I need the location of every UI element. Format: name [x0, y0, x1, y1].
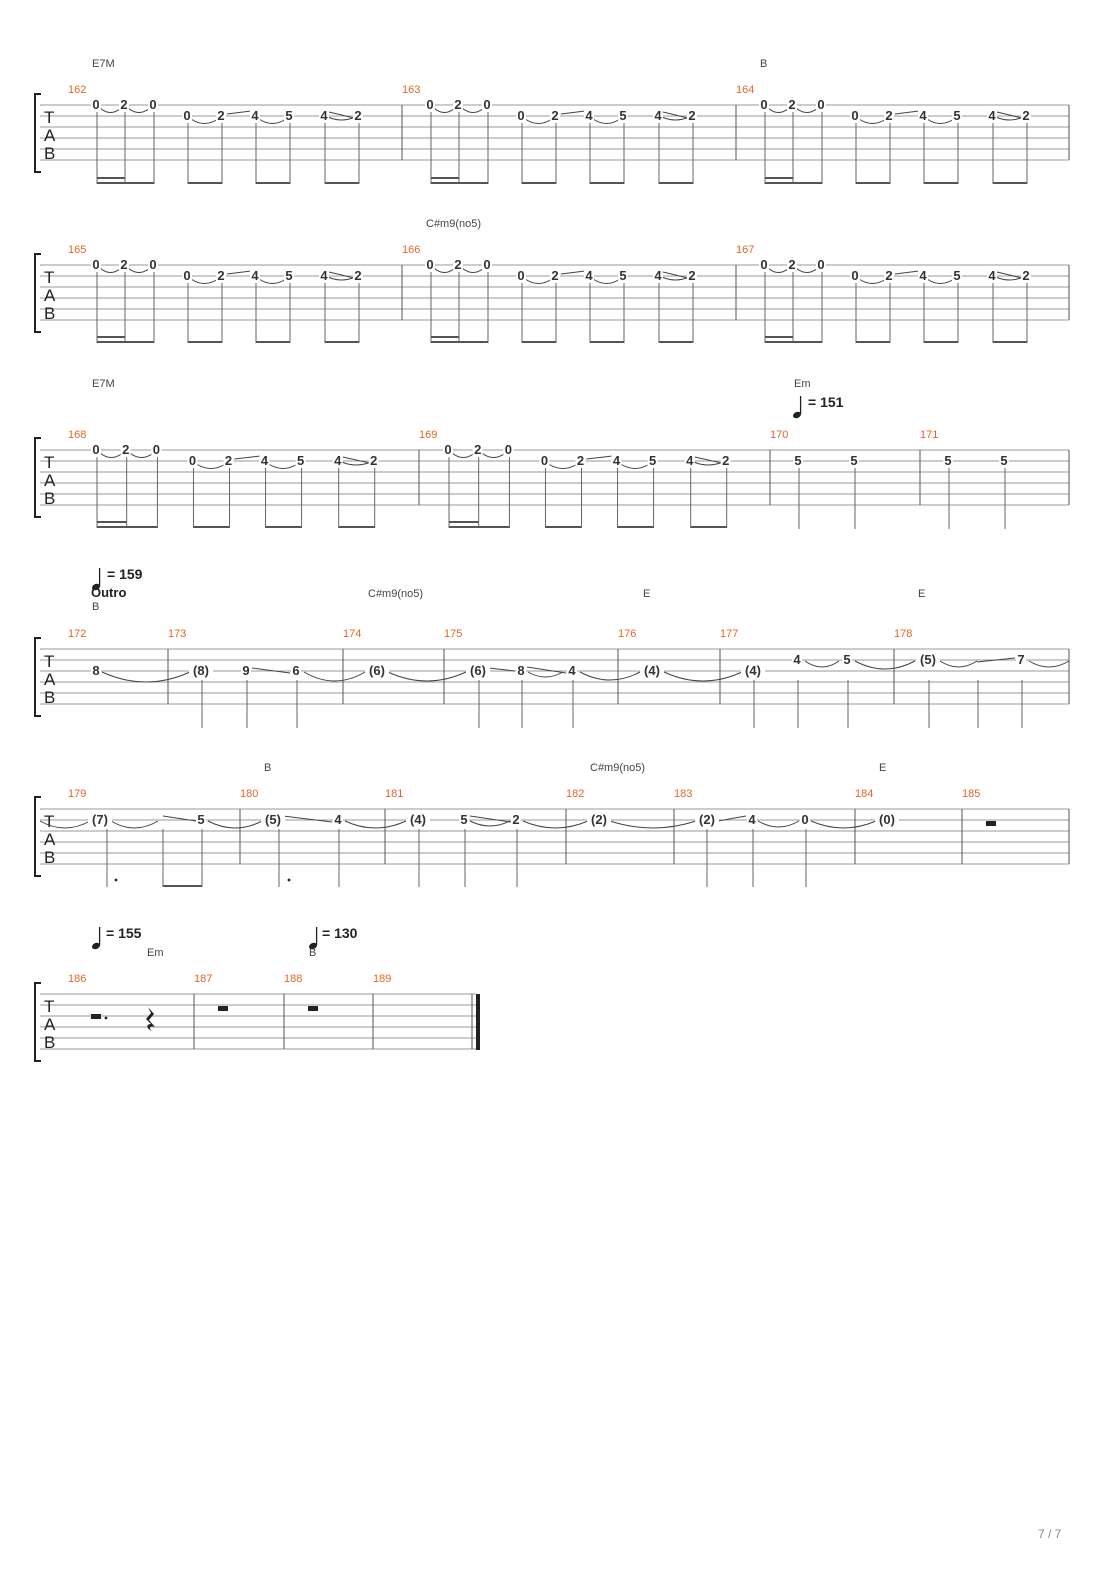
fret-number: 0 — [188, 453, 197, 468]
fret-number: 2 — [217, 268, 225, 283]
fret-number: 4 — [988, 268, 996, 283]
tie-arc — [758, 821, 799, 827]
fret-number: 2 — [1022, 268, 1030, 283]
tie-arc — [259, 119, 286, 124]
tempo-marking: = 155 — [106, 925, 142, 941]
slide-line — [895, 271, 919, 274]
measure-number: 172 — [68, 628, 87, 640]
fret-number: 5 — [296, 453, 305, 468]
fret-number: (7) — [92, 812, 108, 827]
fret-number: 5 — [794, 453, 802, 468]
tie-arc — [621, 464, 650, 469]
measure-number: 176 — [618, 628, 637, 640]
tie-arc — [100, 268, 121, 273]
slide-line — [235, 456, 261, 459]
measure-number: 188 — [284, 973, 303, 985]
rest-icon — [986, 821, 996, 826]
tab-letter-t: T — [44, 268, 55, 287]
slide-line — [587, 456, 613, 459]
fret-number: 5 — [285, 268, 293, 283]
fret-number: 7 — [1017, 652, 1025, 667]
tie-arc — [580, 672, 640, 680]
measure-number: 174 — [343, 628, 362, 640]
slide-line — [227, 271, 251, 274]
chord-label: E — [879, 762, 887, 774]
rest-icon — [218, 1006, 228, 1011]
tie-arc — [196, 464, 225, 469]
tempo-marking: = 159 — [107, 566, 143, 582]
tie-arc — [927, 279, 954, 284]
fret-number: 0 — [183, 268, 191, 283]
tie-arc — [548, 464, 577, 469]
tie-arc — [940, 661, 977, 667]
tab-letter-a: A — [44, 1015, 56, 1034]
slide-line — [329, 112, 354, 118]
fret-number: 0 — [426, 97, 434, 112]
fret-number: 0 — [92, 97, 100, 112]
tab-letter-a: A — [44, 126, 56, 145]
slide-line — [283, 816, 332, 822]
tie-arc — [593, 279, 620, 284]
tie-arc — [388, 672, 466, 681]
fret-number: 0 — [149, 257, 157, 272]
fret-number: 4 — [585, 268, 593, 283]
measure-number: 189 — [373, 973, 392, 985]
fret-number: 0 — [817, 257, 825, 272]
fret-number: (4) — [644, 663, 660, 678]
chord-label: E7M — [92, 58, 115, 70]
measure-number: 166 — [402, 244, 421, 256]
fret-number: 6 — [292, 663, 300, 678]
fret-number: 5 — [850, 453, 858, 468]
tab-letter-b: B — [44, 304, 56, 323]
fret-number: 2 — [722, 453, 730, 468]
tab-letter-a: A — [44, 830, 56, 849]
fret-number: 4 — [320, 108, 328, 123]
dot-icon — [288, 879, 291, 882]
tie-arc — [805, 661, 839, 667]
fret-number: 0 — [504, 442, 513, 457]
fret-number: 5 — [285, 108, 293, 123]
fret-number: 2 — [224, 453, 233, 468]
fret-number: 0 — [540, 453, 549, 468]
fret-number: 2 — [788, 257, 796, 272]
chord-label: Em — [147, 947, 164, 959]
fret-number: 0 — [517, 268, 525, 283]
fret-number: 2 — [576, 453, 585, 468]
fret-number: 5 — [1000, 453, 1008, 468]
fret-number: 2 — [474, 442, 482, 457]
fret-number: (5) — [920, 652, 936, 667]
measure-number: 169 — [419, 429, 438, 441]
fret-number: 4 — [654, 108, 662, 123]
tie-arc — [593, 119, 620, 124]
measure-number: 187 — [194, 973, 213, 985]
measure-number: 182 — [566, 788, 585, 800]
fret-number: 5 — [619, 268, 627, 283]
fret-number: 2 — [454, 257, 462, 272]
tempo-marking: = 151 — [808, 394, 844, 410]
fret-number: (4) — [745, 663, 761, 678]
fret-number: 2 — [885, 108, 893, 123]
tie-arc — [525, 119, 552, 124]
tab-letter-b: B — [44, 489, 56, 508]
fret-number: (8) — [193, 663, 209, 678]
fret-number: 4 — [686, 453, 694, 468]
fret-number: 0 — [92, 442, 100, 457]
fret-number: 4 — [251, 268, 259, 283]
tie-arc — [768, 268, 789, 273]
fret-number: 5 — [953, 108, 961, 123]
fret-number: 5 — [953, 268, 961, 283]
tie-arc — [269, 464, 298, 469]
tie-arc — [434, 268, 455, 273]
fret-number: (5) — [265, 812, 281, 827]
tie-arc — [452, 453, 475, 458]
fret-number: 9 — [242, 663, 250, 678]
tie-arc — [130, 453, 154, 458]
measure-number: 177 — [720, 628, 739, 640]
tab-letter-t: T — [44, 812, 55, 831]
measure-number: 162 — [68, 84, 87, 96]
tab-letter-b: B — [44, 144, 56, 163]
fret-number: 2 — [354, 268, 362, 283]
tab-letter-t: T — [44, 108, 55, 127]
tie-arc — [128, 268, 150, 273]
measure-number: 184 — [855, 788, 874, 800]
tie-arc — [855, 661, 915, 669]
tab-letter-a: A — [44, 286, 56, 305]
staff-system-6 — [35, 925, 480, 1061]
staff-system-5 — [35, 762, 1069, 876]
fret-number: 4 — [919, 108, 927, 123]
tie-arc — [528, 672, 563, 677]
measure-number: 168 — [68, 429, 87, 441]
chord-label: B — [92, 601, 100, 613]
fret-number: 5 — [843, 652, 851, 667]
measure-number: 179 — [68, 788, 87, 800]
fret-number: 2 — [885, 268, 893, 283]
tab-letter-a: A — [44, 670, 56, 689]
fret-number: 2 — [688, 108, 696, 123]
fret-number: 5 — [460, 812, 468, 827]
tie-arc — [259, 279, 286, 284]
fret-number: 0 — [801, 812, 809, 827]
fret-number: 2 — [788, 97, 796, 112]
measure-number: 186 — [68, 973, 87, 985]
fret-number: 0 — [760, 97, 768, 112]
tie-arc — [100, 108, 121, 113]
tie-arc — [796, 268, 818, 273]
chord-label: Em — [794, 378, 811, 390]
tie-arc — [482, 453, 506, 458]
fret-number: 0 — [851, 108, 859, 123]
fret-number: 4 — [585, 108, 593, 123]
fret-number: 2 — [120, 257, 128, 272]
fret-number: 5 — [944, 453, 952, 468]
fret-number: 2 — [354, 108, 362, 123]
fret-number: 2 — [688, 268, 696, 283]
measure-number: 163 — [402, 84, 421, 96]
fret-number: 0 — [817, 97, 825, 112]
fret-number: 0 — [149, 97, 157, 112]
fret-number: 0 — [92, 257, 100, 272]
tie-arc — [1029, 661, 1069, 667]
fret-number: (4) — [410, 812, 426, 827]
measure-number: 171 — [920, 429, 939, 441]
fret-number: 4 — [748, 812, 756, 827]
fret-number: (6) — [470, 663, 486, 678]
measure-number: 180 — [240, 788, 259, 800]
fret-number: 5 — [619, 108, 627, 123]
slide-line — [663, 112, 688, 118]
fret-number: 4 — [260, 453, 269, 468]
tempo-marking: = 130 — [322, 925, 358, 941]
fret-number: 4 — [988, 108, 996, 123]
tie-arc — [102, 672, 190, 682]
tie-arc — [796, 108, 818, 113]
fret-number: 2 — [370, 453, 378, 468]
slide-line — [997, 272, 1022, 278]
fret-number: 2 — [120, 97, 128, 112]
tie-arc — [610, 821, 696, 828]
tie-arc — [434, 108, 455, 113]
fret-number: 4 — [334, 453, 342, 468]
fret-number: 4 — [654, 268, 662, 283]
fret-number: 5 — [197, 812, 205, 827]
tie-arc — [859, 279, 886, 284]
chord-label: C#m9(no5) — [368, 588, 424, 600]
fret-number: (2) — [591, 812, 607, 827]
tie-arc — [345, 821, 406, 828]
tie-arc — [304, 672, 365, 681]
fret-number: 5 — [648, 453, 657, 468]
chord-label: C#m9(no5) — [590, 762, 646, 774]
staff-system-3 — [35, 378, 1069, 517]
slide-line — [663, 272, 688, 278]
tie-arc — [128, 108, 150, 113]
slide-line — [997, 112, 1022, 118]
measure-number: 170 — [770, 429, 789, 441]
measure-number: 165 — [68, 244, 87, 256]
measure-number: 181 — [385, 788, 404, 800]
chord-label: B — [264, 762, 272, 774]
slide-line — [561, 271, 585, 274]
fret-number: (6) — [369, 663, 385, 678]
slide-line — [895, 111, 919, 114]
tie-arc — [523, 821, 588, 828]
chord-label: C#m9(no5) — [426, 218, 482, 230]
rest-icon — [308, 1006, 318, 1011]
slide-line — [227, 111, 251, 114]
notes-layer — [40, 97, 1069, 887]
fret-number: (2) — [699, 812, 715, 827]
page-indicator: 7 / 7 — [1038, 1527, 1062, 1541]
fret-number: 2 — [551, 108, 559, 123]
measure-number: 183 — [674, 788, 693, 800]
chord-label: E — [643, 588, 651, 600]
dot-icon — [105, 1017, 108, 1020]
tab-letter-b: B — [44, 688, 56, 707]
fret-number: 4 — [612, 453, 621, 468]
tie-arc — [462, 108, 484, 113]
fret-number: 4 — [568, 663, 576, 678]
tie-arc — [462, 268, 484, 273]
tie-arc — [927, 119, 954, 124]
fret-number: 0 — [517, 108, 525, 123]
fret-number: 2 — [454, 97, 462, 112]
fret-number: 4 — [793, 652, 801, 667]
tie-arc — [100, 453, 123, 458]
measure-number: 167 — [736, 244, 755, 256]
tie-arc — [191, 119, 218, 124]
fret-number: 0 — [483, 257, 491, 272]
fret-number: 8 — [517, 663, 525, 678]
fret-number: 4 — [919, 268, 927, 283]
tie-arc — [111, 821, 158, 828]
final-barline — [476, 994, 480, 1050]
tie-arc — [191, 279, 218, 284]
fret-number: 8 — [92, 663, 100, 678]
measure-number: 175 — [444, 628, 463, 640]
tie-arc — [525, 279, 552, 284]
chord-label: E7M — [92, 378, 115, 390]
fret-number: 0 — [426, 257, 434, 272]
fret-number: 4 — [320, 268, 328, 283]
measure-number: 164 — [736, 84, 755, 96]
fret-number: (0) — [879, 812, 895, 827]
fret-number: 2 — [1022, 108, 1030, 123]
staff-system-4 — [35, 566, 1069, 716]
fret-number: 0 — [851, 268, 859, 283]
fret-number: 2 — [551, 268, 559, 283]
tab-letter-b: B — [44, 1033, 56, 1052]
chord-label: E — [918, 588, 926, 600]
chord-label: B — [760, 58, 768, 70]
slide-line — [561, 111, 585, 114]
slide-line — [695, 457, 722, 463]
tab-letter-t: T — [44, 997, 55, 1016]
tab-letter-t: T — [44, 652, 55, 671]
fret-number: 0 — [183, 108, 191, 123]
tab-letter-a: A — [44, 471, 56, 490]
slide-line — [343, 457, 370, 463]
tempo-note-icon — [91, 927, 101, 950]
fret-number: 0 — [760, 257, 768, 272]
measure-number: 178 — [894, 628, 913, 640]
tab-letter-t: T — [44, 453, 55, 472]
slide-line — [470, 816, 511, 822]
fret-number: 0 — [483, 97, 491, 112]
tie-arc — [768, 108, 789, 113]
fret-number: 2 — [217, 108, 225, 123]
fret-number: 0 — [152, 442, 161, 457]
tie-arc — [859, 119, 886, 124]
fret-number: 2 — [122, 442, 130, 457]
rest-icon — [91, 1014, 101, 1019]
tempo-note-icon — [792, 396, 802, 419]
fret-number: 4 — [334, 812, 342, 827]
dot-icon — [115, 879, 118, 882]
measure-number: 173 — [168, 628, 187, 640]
chord-label: B — [309, 947, 317, 959]
tab-letter-b: B — [44, 848, 56, 867]
fret-number: 0 — [444, 442, 452, 457]
tie-arc — [470, 821, 510, 826]
tie-arc — [208, 821, 262, 828]
measure-number: 185 — [962, 788, 981, 800]
fret-number: 2 — [512, 812, 520, 827]
tie-arc — [811, 821, 876, 828]
tie-arc — [664, 672, 742, 681]
slide-line — [527, 667, 566, 673]
fret-number: 4 — [251, 108, 259, 123]
slide-line — [329, 272, 354, 278]
section-label: Outro — [91, 585, 127, 600]
